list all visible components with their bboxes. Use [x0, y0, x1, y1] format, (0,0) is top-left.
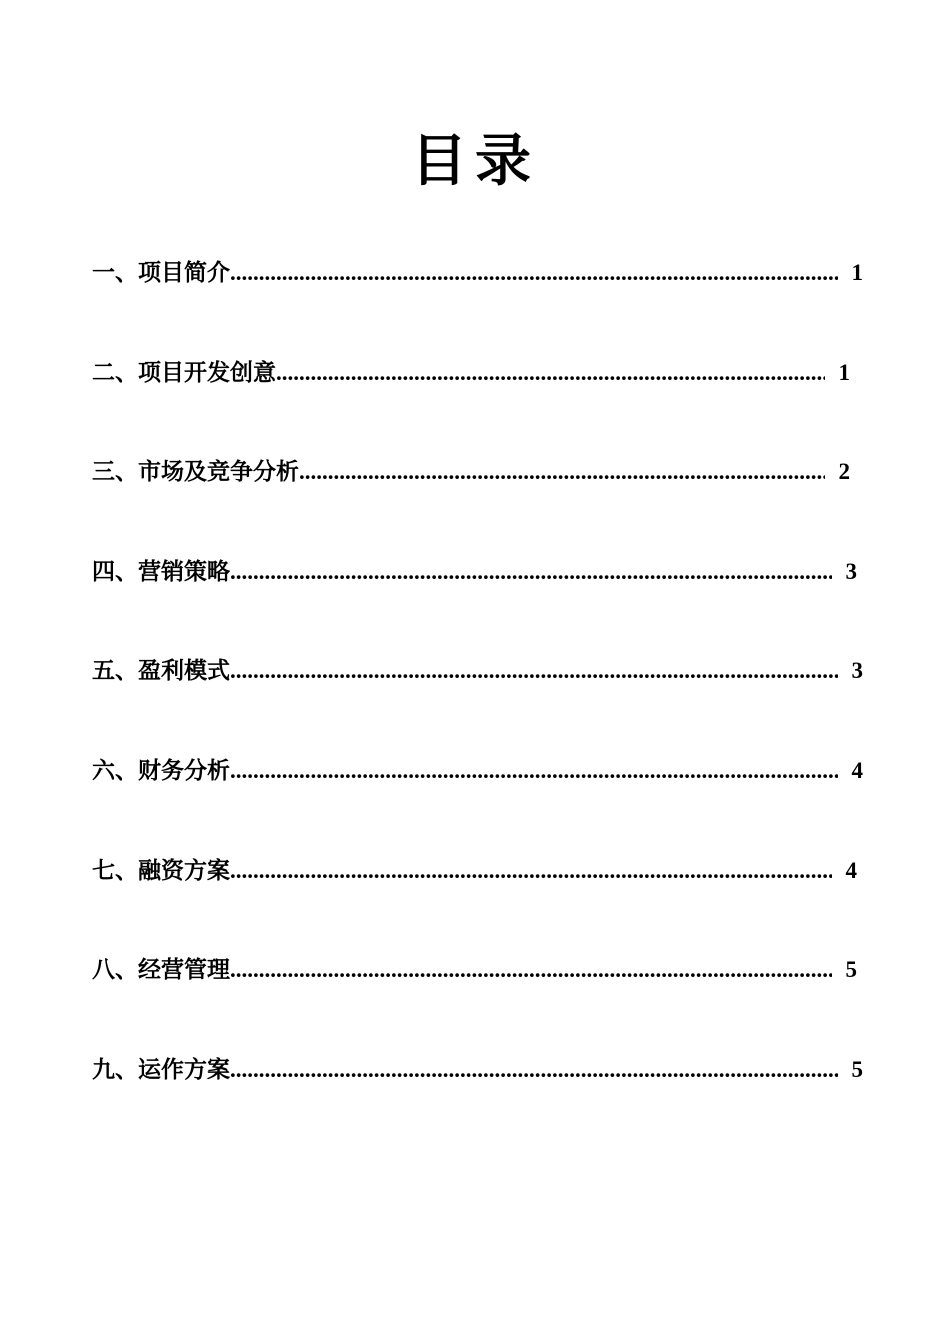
toc-entry-page: 5 [851, 1056, 863, 1082]
toc-entry-label: 五、盈利模式 [92, 658, 230, 685]
toc-entry[interactable] [92, 651, 863, 751]
toc-entry-page: 3 [851, 658, 863, 684]
toc-entry-page: 5 [845, 957, 857, 983]
toc-entry-page: 4 [845, 857, 857, 883]
toc-dot-leader [276, 353, 825, 393]
toc-dot-leader [230, 950, 832, 990]
toc-entry-page: 1 [851, 260, 863, 285]
toc-entry[interactable] [92, 751, 863, 851]
toc-dot-leader [230, 751, 838, 791]
toc-entry-label: 四、营销策略 [92, 558, 230, 585]
toc-entry[interactable] [92, 452, 850, 552]
toc-entry-label: 三、市场及竞争分析 [92, 459, 299, 486]
toc-dot-leader [230, 253, 838, 293]
toc-entry-page: 4 [851, 757, 863, 783]
toc-title: 目录 [411, 128, 539, 194]
toc-entry[interactable] [92, 950, 857, 1050]
toc-dot-leader [230, 1050, 838, 1090]
toc-dot-leader [299, 452, 825, 492]
toc-entry-label: 一、项目简介 [92, 260, 230, 286]
toc-list [92, 253, 863, 1149]
toc-entry-page: 3 [845, 558, 857, 584]
toc-entry[interactable] [92, 851, 857, 951]
toc-dot-leader [230, 552, 832, 592]
toc-entry[interactable] [92, 253, 863, 353]
toc-entry-label: 八、经营管理 [92, 957, 230, 984]
toc-entry[interactable] [92, 353, 850, 453]
toc-entry-page: 1 [838, 359, 850, 385]
toc-entry[interactable] [92, 1050, 863, 1150]
toc-dot-leader [230, 851, 832, 891]
toc-entry-label: 七、融资方案 [92, 857, 230, 884]
toc-entry-page: 2 [838, 459, 850, 485]
toc-entry-label: 二、项目开发创意 [92, 359, 276, 386]
toc-entry-label: 九、运作方案 [92, 1056, 230, 1083]
toc-entry-label: 六、财务分析 [92, 757, 230, 784]
toc-dot-leader [230, 651, 838, 691]
toc-entry[interactable] [92, 552, 857, 652]
